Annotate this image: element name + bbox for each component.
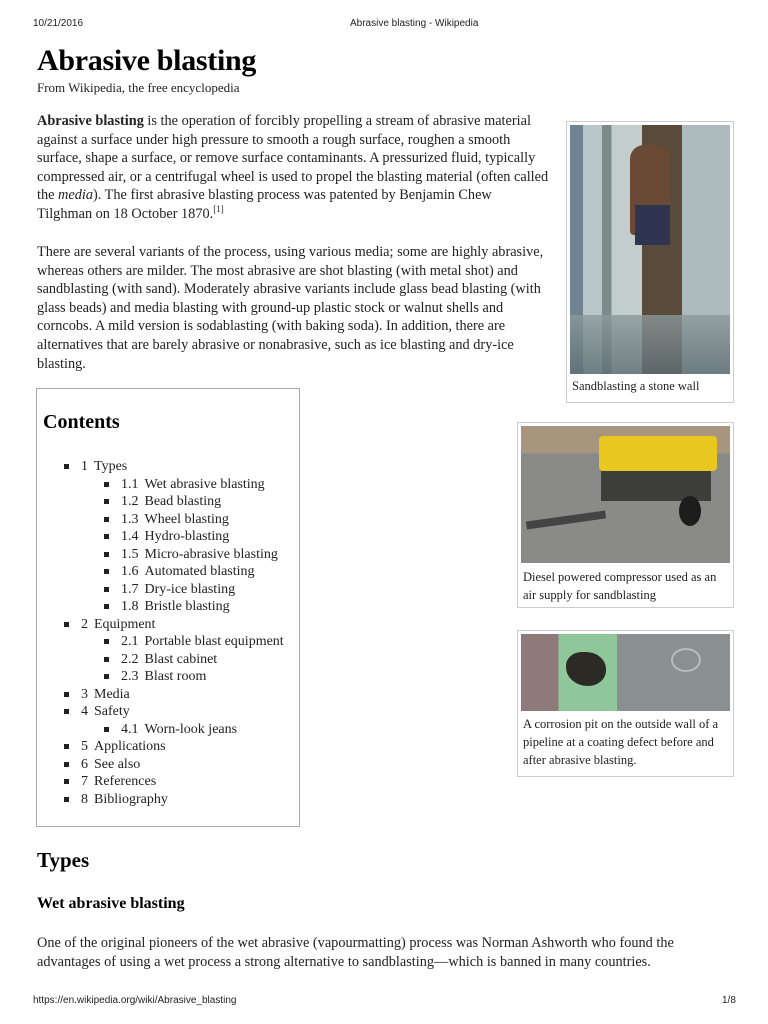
toc-item-number: 1.6 — [121, 564, 139, 579]
sandblasting-photo[interactable] — [570, 125, 730, 374]
print-url: https://en.wikipedia.org/wiki/Abrasive_blasting — [33, 995, 237, 1006]
page-subtitle: From Wikipedia, the free encyclopedia — [37, 80, 240, 95]
toc-item-number: 5 — [81, 739, 88, 754]
intro-paragraph — [37, 112, 549, 224]
toc-item-label[interactable]: Micro-abrasive blasting — [144, 546, 278, 562]
corrosion-pit-photo[interactable] — [521, 634, 730, 711]
toc-item-number: 1.1 — [121, 476, 139, 492]
print-page-number: 1/8 — [722, 995, 736, 1006]
toc-item-number: 8 — [81, 791, 88, 807]
toc-item[interactable] — [101, 581, 284, 599]
figure-compressor — [517, 422, 734, 608]
toc-item-number: 2 — [81, 616, 88, 632]
print-page-title: Abrasive blasting - Wikipedia — [350, 18, 479, 29]
toc-item[interactable] — [61, 756, 284, 774]
toc-item[interactable] — [101, 493, 284, 511]
toc-item-number: 3 — [81, 686, 88, 702]
toc-item-label[interactable]: Worn-look jeans — [144, 721, 238, 737]
wet-abrasive-paragraph: One of the original pioneers of the wet abrasive (vapourmatting) process was Norman Ashworth who found the advantages of using a wet process a strong alternative to sandblasting—which is banned in many countries. — [37, 935, 674, 970]
toc-item-label[interactable]: Media — [94, 686, 130, 702]
figure-caption: A corrosion pit on the outside wall of a pipeline at a coating defect before and after abrasive blasting. — [523, 717, 719, 767]
intro-text-1: is the operation of forcibly propelling a stream of abrasive material against a surface under high pressure to smooth a rough surface, roughen a smooth surface, shape a surface, or remove surface contaminants. A pressurized fluid, typically compressed air, or a centrifugal wheel is used to propel the blasting material (often called the — [37, 113, 549, 204]
page-title: Abrasive blasting — [37, 44, 257, 77]
variants-paragraph: There are several variants of the process, using various media; some are highly abrasive, whereas others are milder. The most abrasive are shot blasting (with metal shot) and sandblasting (with sand). Moderately abrasive variants include glass bead blasting (with glass beads) and media blasting with ground-up plastic stock or walnut shells and corncobs. A mild version is sodablasting (with baking soda). In addition, there are alternatives that are barely abrasive or nonabrasive, such as ice blasting and dry-ice blasting. — [37, 244, 544, 372]
toc-item-label[interactable]: Automated blasting — [144, 564, 255, 579]
print-date: 10/21/2016 — [33, 18, 84, 29]
intro-bold-term: Abrasive blasting — [37, 113, 144, 129]
toc-item[interactable] — [61, 616, 284, 634]
toc-item-label[interactable]: References — [94, 774, 157, 789]
toc-item-number: 1.3 — [121, 511, 139, 527]
toc-item-label[interactable]: Equipment — [94, 616, 156, 632]
toc-item[interactable] — [101, 511, 284, 529]
toc-item[interactable] — [101, 598, 284, 616]
toc-item-number: 2.3 — [121, 669, 139, 684]
toc-list — [61, 458, 284, 808]
toc-item-number: 4.1 — [121, 721, 139, 737]
toc-item-label[interactable]: Bibliography — [94, 791, 168, 807]
toc-item-label[interactable]: Wheel blasting — [144, 511, 229, 527]
toc-item[interactable] — [61, 686, 284, 704]
section-heading-types: Types — [37, 848, 90, 872]
toc-item[interactable] — [61, 773, 284, 791]
toc-item[interactable] — [101, 528, 284, 546]
toc-item[interactable] — [61, 738, 284, 756]
toc-item-number: 6 — [81, 756, 88, 772]
toc-item-label[interactable]: Dry-ice blasting — [144, 581, 236, 597]
compressor-photo[interactable] — [521, 426, 730, 563]
intro-text-2: ). The first abrasive blasting process was patented by Benjamin Chew Tilghman on 18 October 1870. — [37, 187, 492, 222]
toc-item-label[interactable]: Applications — [94, 739, 166, 754]
toc-item-number: 7 — [81, 774, 88, 789]
toc-item-label[interactable]: Safety — [94, 704, 130, 719]
toc-item-label[interactable]: Portable blast equipment — [144, 634, 284, 649]
toc-item[interactable] — [61, 791, 284, 809]
toc-item-number: 2.1 — [121, 634, 139, 649]
toc-item[interactable] — [101, 668, 284, 686]
toc-item-number: 1.7 — [121, 581, 139, 597]
toc-item-label[interactable]: Bristle blasting — [144, 599, 230, 614]
table-of-contents — [36, 388, 300, 827]
subsection-heading-wet-abrasive: Wet abrasive blasting — [37, 895, 185, 912]
toc-item-label[interactable]: Blast cabinet — [144, 651, 218, 667]
toc-item[interactable] — [101, 476, 284, 494]
toc-item[interactable] — [101, 721, 284, 739]
toc-item[interactable] — [101, 633, 284, 651]
toc-item[interactable] — [101, 563, 284, 581]
toc-item-label[interactable]: Wet abrasive blasting — [144, 476, 265, 492]
toc-item-label[interactable]: Hydro-blasting — [144, 529, 230, 544]
toc-item-label[interactable]: Bead blasting — [144, 494, 222, 509]
toc-item-number: 2.2 — [121, 651, 139, 667]
toc-item-label[interactable]: Blast room — [144, 669, 207, 684]
toc-item-number: 1.8 — [121, 599, 139, 614]
toc-item-label[interactable]: Types — [94, 459, 128, 474]
toc-item-number: 1.5 — [121, 546, 139, 562]
figure-caption: Diesel powered compressor used as an air supply for sandblasting — [523, 570, 717, 602]
toc-item-label[interactable]: See also — [94, 756, 141, 772]
toc-item-number: 1.2 — [121, 494, 139, 509]
figure-caption: Sandblasting a stone wall — [572, 379, 700, 393]
figure-sandblasting — [566, 121, 734, 403]
toc-item[interactable] — [101, 546, 284, 564]
toc-item[interactable] — [61, 458, 284, 476]
toc-item[interactable] — [61, 703, 284, 721]
toc-heading: Contents — [43, 411, 120, 433]
figure-corrosion-pit — [517, 630, 734, 777]
toc-item-number: 1.4 — [121, 529, 139, 544]
toc-item-number: 1 — [81, 459, 88, 474]
toc-item[interactable] — [101, 651, 284, 669]
reference-link[interactable]: [1] — [213, 204, 224, 215]
toc-item-number: 4 — [81, 704, 88, 719]
intro-italic-term: media — [58, 187, 93, 204]
